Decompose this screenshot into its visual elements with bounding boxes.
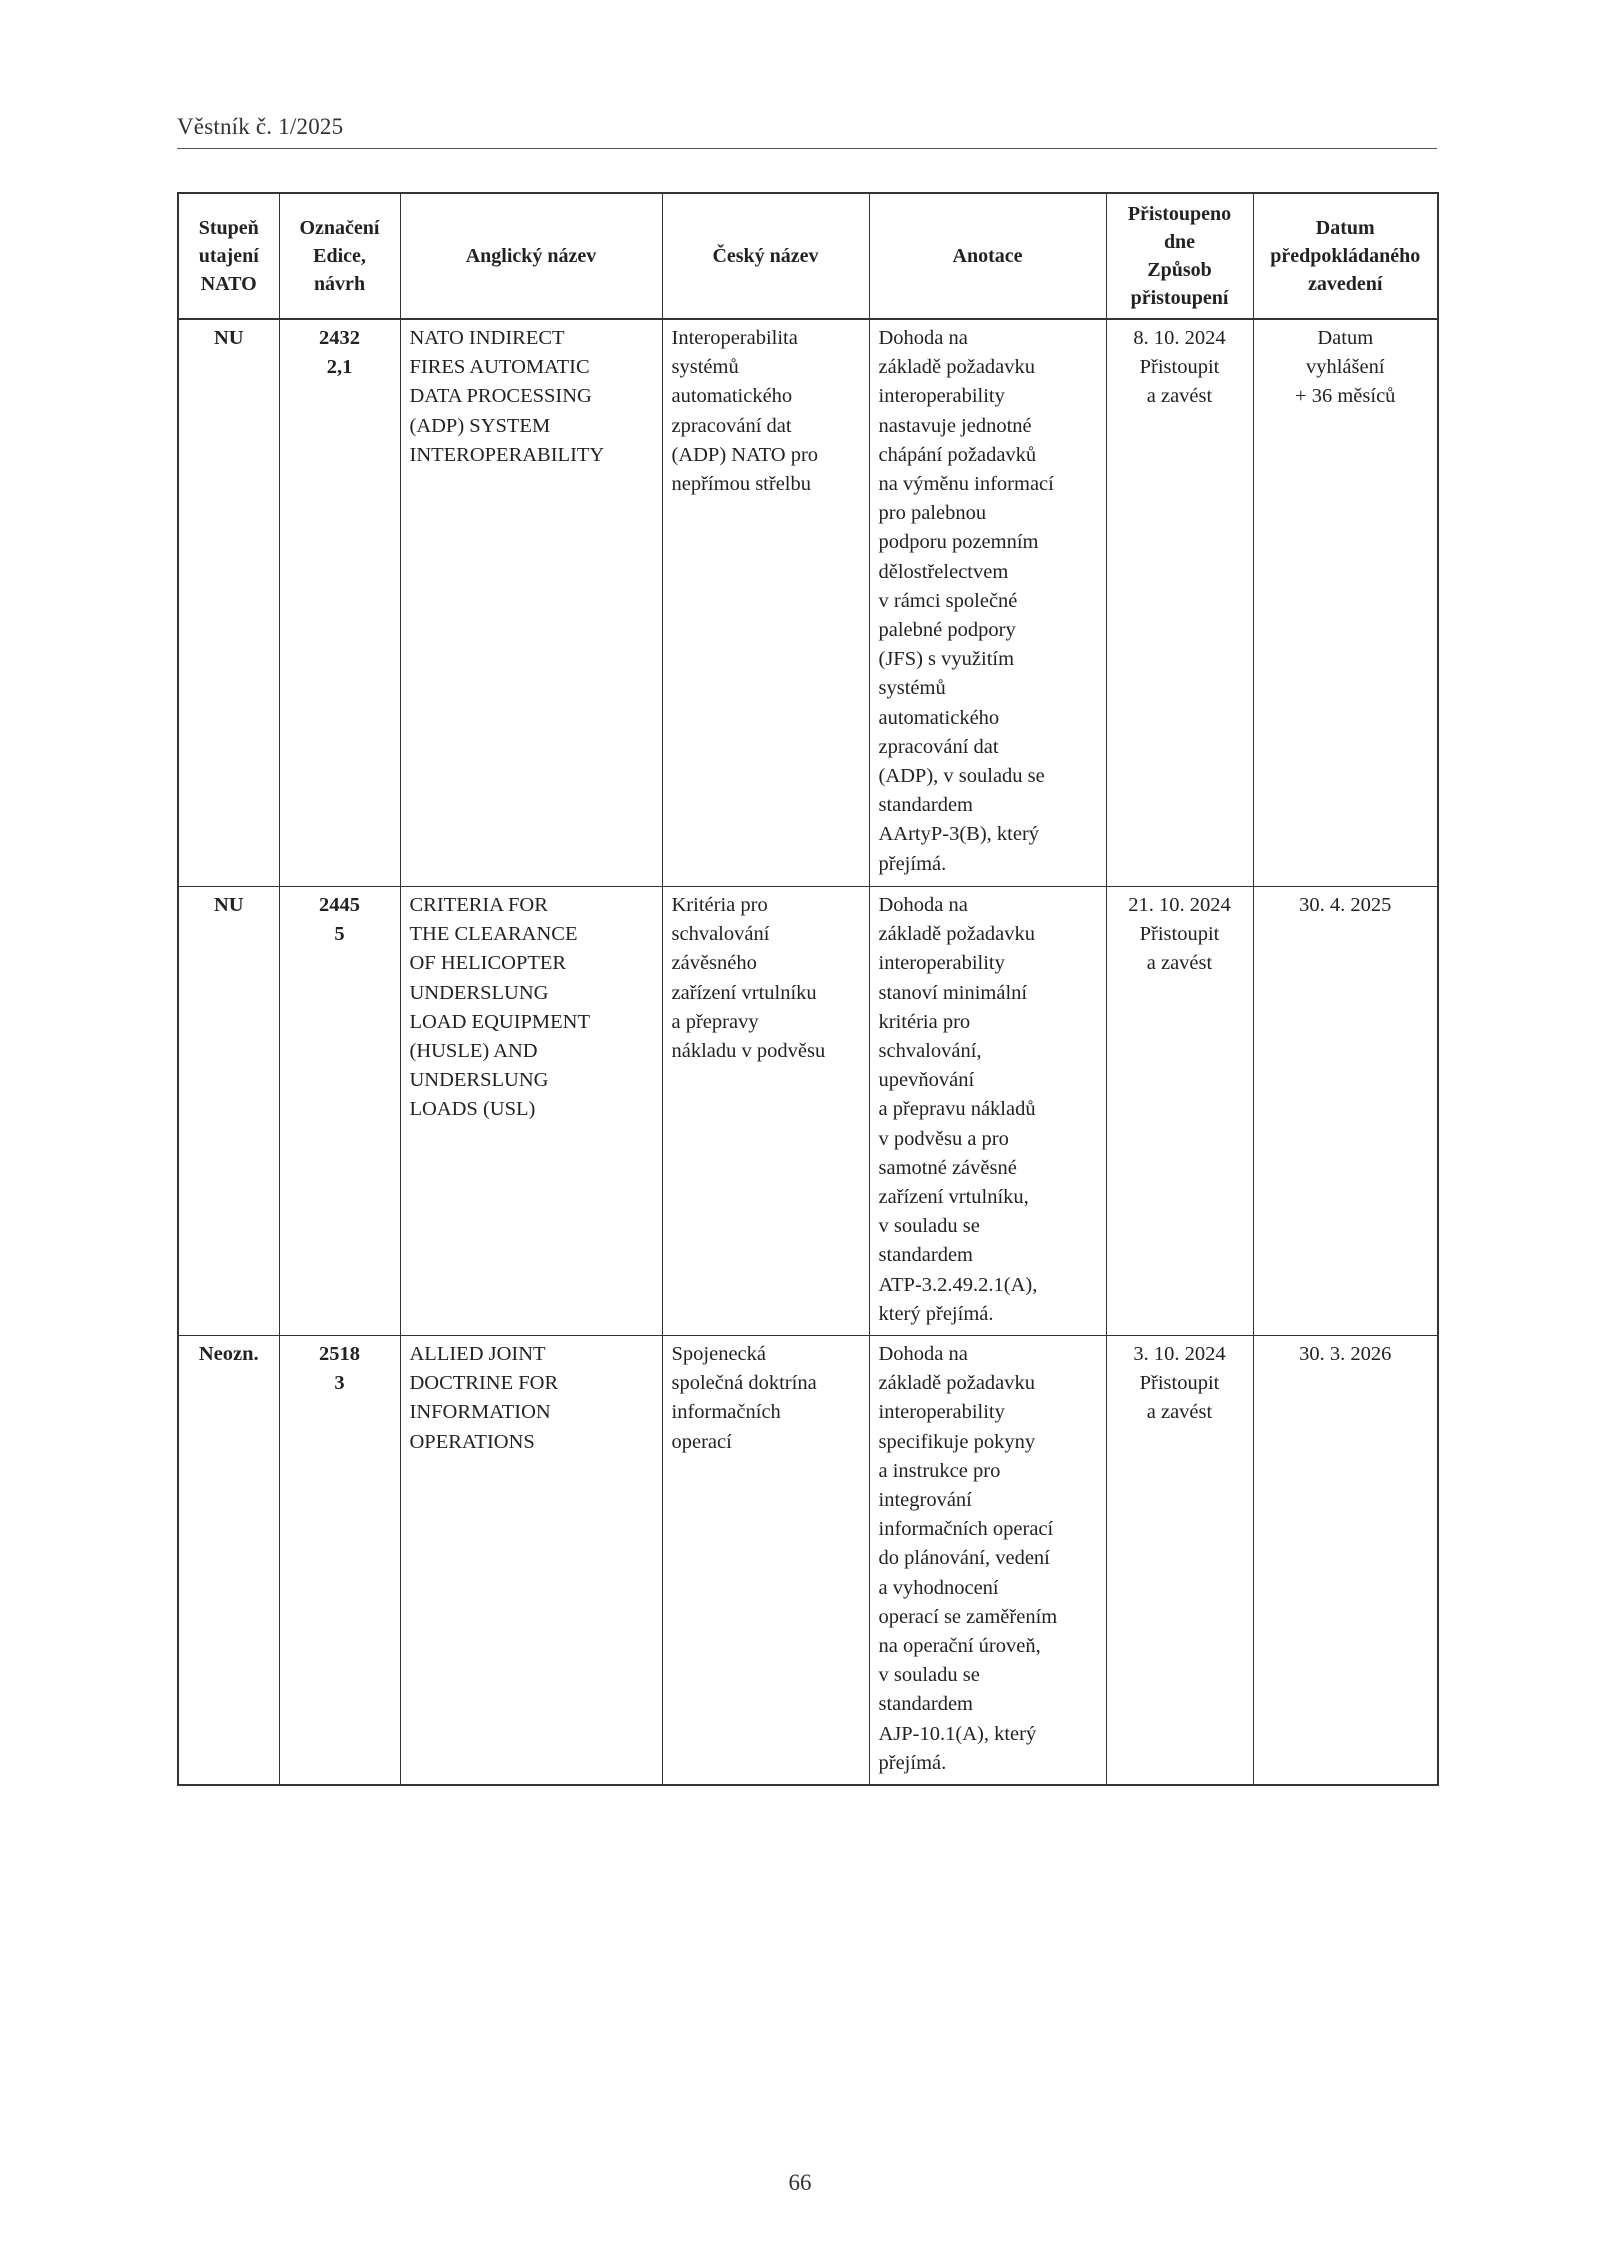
standards-table bbox=[177, 192, 1439, 1786]
cell-stupen: NU bbox=[178, 319, 279, 887]
cell-datum-zavedeni: Datum vyhlášení + 36 měsíců bbox=[1253, 319, 1438, 887]
cell-anotace: Dohoda na základě požadavku interoperability nastavuje jednotné chápání požadavků na výměnu informací pro palebnou podporu pozemním dělostřelectvem v rámci společné palebné podpory (JFS) s využitím systémů automatického zpracování dat (ADP), v souladu se standardem AArtyP-3(B), který přejímá. bbox=[869, 319, 1106, 887]
page-header bbox=[177, 114, 1437, 149]
header-anotace: Anotace bbox=[869, 193, 1106, 319]
header-title: Věstník č. 1/2025 bbox=[177, 114, 344, 139]
cell-pristoupeno: 21. 10. 2024 Přistoupit a zavést bbox=[1106, 887, 1253, 1336]
cell-oznaceni: 2432 2,1 bbox=[279, 319, 400, 887]
cell-anglicky-nazev: CRITERIA FOR THE CLEARANCE OF HELICOPTER UNDERSLUNG LOAD EQUIPMENT (HUSLE) AND UNDERSLUNG LOADS (USL) bbox=[400, 887, 662, 1336]
cell-cesky-nazev: Spojenecká společná doktrína informačních operací bbox=[662, 1336, 869, 1786]
table-header-row bbox=[178, 193, 1438, 319]
cell-anotace: Dohoda na základě požadavku interoperability stanoví minimální kritéria pro schvalování, upevňování a přepravu nákladů v podvěsu a pro samotné závěsné zařízení vrtulníku, v souladu se standardem ATP-3.2.49.2.1(A), který přejímá. bbox=[869, 887, 1106, 1336]
header-stupen: Stupeň utajení NATO bbox=[178, 193, 279, 319]
cell-oznaceni: 2445 5 bbox=[279, 887, 400, 1336]
cell-anglicky-nazev: ALLIED JOINT DOCTRINE FOR INFORMATION OPERATIONS bbox=[400, 1336, 662, 1786]
cell-datum-zavedeni: 30. 4. 2025 bbox=[1253, 887, 1438, 1336]
cell-stupen: NU bbox=[178, 887, 279, 1336]
cell-oznaceni: 2518 3 bbox=[279, 1336, 400, 1786]
cell-datum-zavedeni: 30. 3. 2026 bbox=[1253, 1336, 1438, 1786]
cell-cesky-nazev: Interoperabilita systémů automatického zpracování dat (ADP) NATO pro nepřímou střelbu bbox=[662, 319, 869, 887]
header-cesky-nazev: Český název bbox=[662, 193, 869, 319]
cell-stupen: Neozn. bbox=[178, 1336, 279, 1786]
header-oznaceni: Označení Edice, návrh bbox=[279, 193, 400, 319]
cell-anotace: Dohoda na základě požadavku interoperability specifikuje pokyny a instrukce pro integrování informačních operací do plánování, vedení a vyhodnocení operací se zaměřením na operační úroveň, v souladu se standardem AJP-10.1(A), který přejímá. bbox=[869, 1336, 1106, 1786]
cell-pristoupeno: 3. 10. 2024 Přistoupit a zavést bbox=[1106, 1336, 1253, 1786]
table-row bbox=[178, 887, 1438, 1336]
table-row bbox=[178, 319, 1438, 887]
cell-pristoupeno: 8. 10. 2024 Přistoupit a zavést bbox=[1106, 319, 1253, 887]
header-pristoupeno: Přistoupeno dne Způsob přistoupení bbox=[1106, 193, 1253, 319]
header-anglicky-nazev: Anglický název bbox=[400, 193, 662, 319]
page-number: 66 bbox=[788, 2170, 812, 2195]
cell-anglicky-nazev: NATO INDIRECT FIRES AUTOMATIC DATA PROCESSING (ADP) SYSTEM INTEROPERABILITY bbox=[400, 319, 662, 887]
header-datum-zavedeni: Datum předpokládaného zavedení bbox=[1253, 193, 1438, 319]
cell-cesky-nazev: Kritéria pro schvalování závěsného zařízení vrtulníku a přepravy nákladu v podvěsu bbox=[662, 887, 869, 1336]
table-row bbox=[178, 1336, 1438, 1786]
